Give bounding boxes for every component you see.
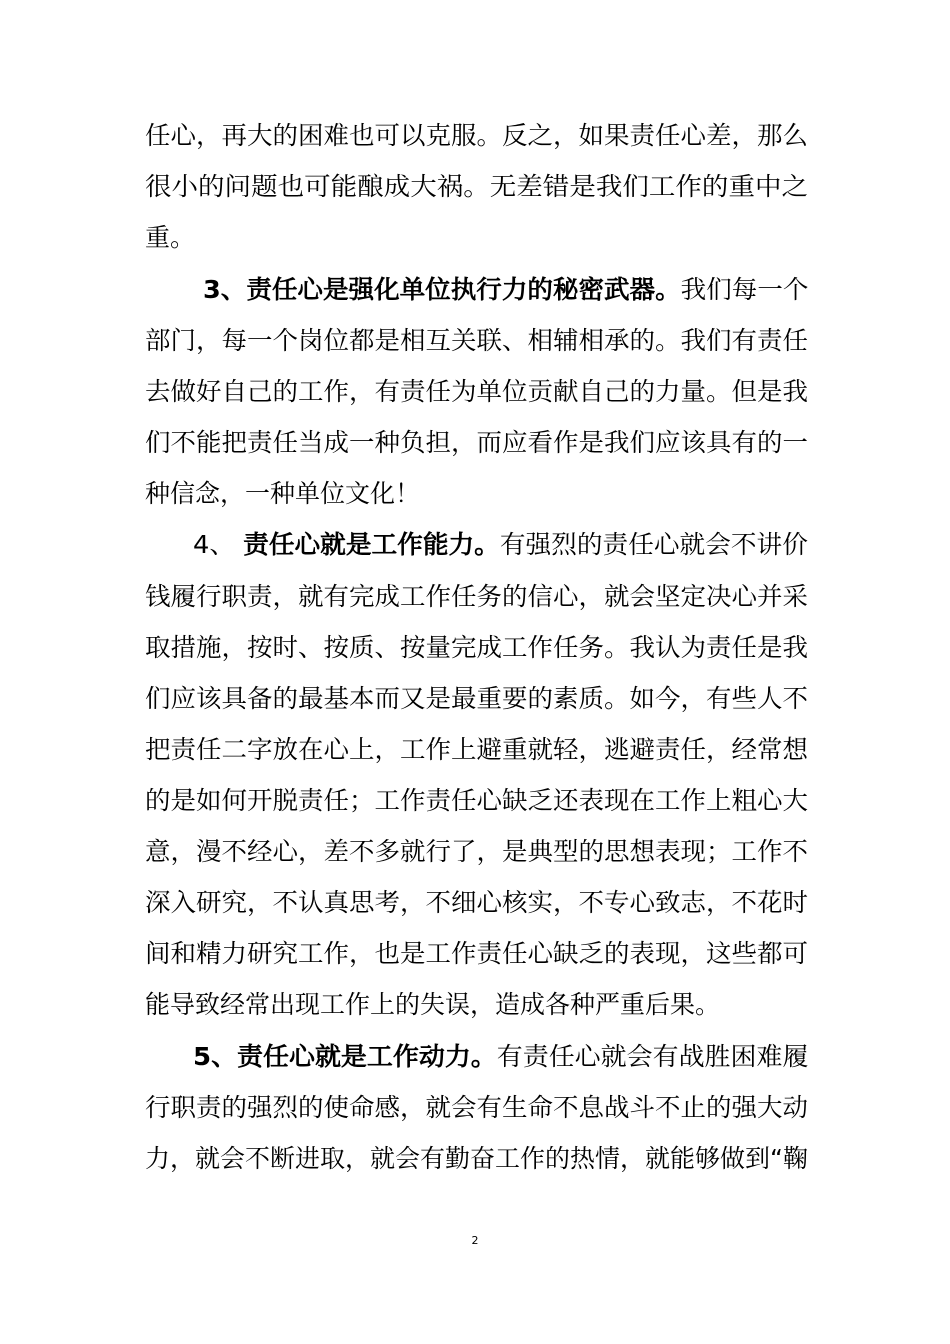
paragraph-text: 重。 <box>145 223 196 252</box>
paragraph-text: 去做好自己的工作，有责任为单位贡献自己的力量。但是我 <box>145 377 809 406</box>
text-line <box>145 1088 808 1128</box>
paragraph-text: 有强烈的责任心就会不讲价 <box>499 530 808 559</box>
text-line <box>145 628 808 668</box>
bold-heading-text: 5、责任心就是工作动力。 <box>193 1042 497 1071</box>
bold-heading-text: 责任心就是工作能力。 <box>243 530 500 559</box>
text-line <box>145 321 808 361</box>
text-line <box>145 832 808 872</box>
text-line <box>145 934 808 974</box>
paragraph-text: 4、 <box>193 530 244 559</box>
paragraph-text: 取措施，按时、按质、按量完成工作任务。我认为责任是我 <box>145 633 809 662</box>
text-line <box>145 730 808 770</box>
paragraph-text: 很小的问题也可能酿成大祸。无差错是我们工作的重中之 <box>145 172 809 201</box>
text-line <box>145 167 808 207</box>
paragraph-text: 钱履行职责，就有完成工作任务的信心，就会坚定决心并采 <box>145 582 809 611</box>
text-line <box>145 577 808 617</box>
page-number: 2 <box>471 1234 479 1247</box>
text-line <box>145 474 420 514</box>
bold-heading-text: 3、责任心是强化单位执行力的秘密武器。 <box>203 275 681 304</box>
text-line <box>145 372 808 412</box>
paragraph-text: 种信念，一种单位文化！ <box>145 479 421 508</box>
text-line <box>145 679 808 719</box>
paragraph-text: 们应该具备的最基本而又是最重要的素质。如今，有些人不 <box>145 684 809 713</box>
paragraph-text: 我们每一个 <box>680 275 809 304</box>
text-line <box>203 270 808 310</box>
paragraph-text: 部门，每一个岗位都是相互关联、相辅相承的。我们有责任 <box>145 326 809 355</box>
paragraph-text: 的是如何开脱责任；工作责任心缺乏还表现在工作上粗心大 <box>145 786 809 815</box>
paragraph-text: 们不能把责任当成一种负担，而应看作是我们应该具有的一 <box>145 428 809 457</box>
text-line <box>145 218 195 258</box>
text-line <box>145 883 808 923</box>
paragraph-text: 意，漫不经心，差不多就行了，是典型的思想表现；工作不 <box>145 837 809 866</box>
paragraph-text: 深入研究，不认真思考，不细心核实，不专心致志，不花时 <box>145 888 809 917</box>
text-line <box>193 525 808 565</box>
paragraph-text: 行职责的强烈的使命感，就会有生命不息战斗不止的强大动 <box>145 1093 809 1122</box>
paragraph-text: 把责任二字放在心上，工作上避重就轻，逃避责任，经常想 <box>145 735 809 764</box>
paragraph-text: 间和精力研究工作，也是工作责任心缺乏的表现，这些都可 <box>145 939 809 968</box>
text-line <box>145 116 808 156</box>
paragraph-text: 力，就会不断进取，就会有勤奋工作的热情，就能够做到“鞠 <box>145 1144 808 1173</box>
text-line <box>145 1139 808 1179</box>
text-line <box>145 985 720 1025</box>
text-line <box>145 423 808 463</box>
paragraph-text: 能导致经常出现工作上的失误，造成各种严重后果。 <box>145 990 721 1019</box>
paragraph-text: 有责任心就会有战胜困难履 <box>496 1042 809 1071</box>
paragraph-text: 任心，再大的困难也可以克服。反之，如果责任心差，那么 <box>145 121 809 150</box>
text-line <box>145 781 808 821</box>
text-line <box>193 1037 808 1077</box>
